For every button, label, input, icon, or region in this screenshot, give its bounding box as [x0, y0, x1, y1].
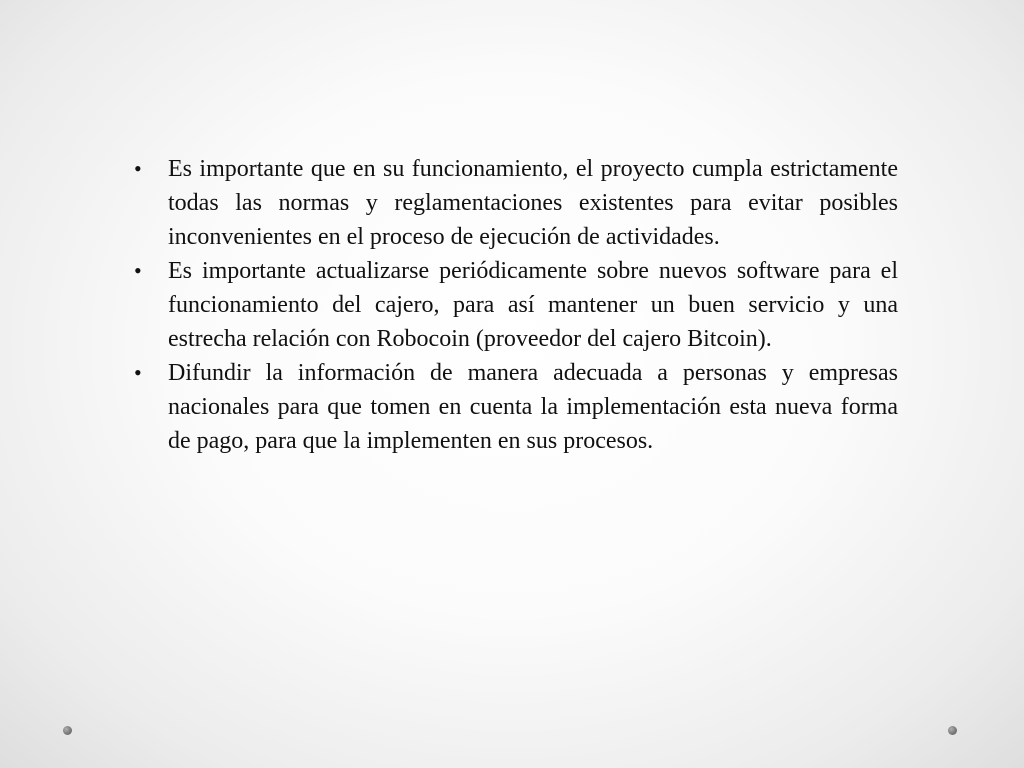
bullet-item [132, 152, 898, 254]
bullet-list [132, 152, 898, 458]
bullet-text: Difundir la información de manera adecuada a personas y empresas nacionales para que tomen en cuenta la implementación esta nueva forma de pago, para que la implementen en sus procesos. [168, 360, 898, 454]
decorative-dot-left [63, 726, 72, 735]
decorative-dot-right [948, 726, 957, 735]
bullet-marker: • [134, 258, 142, 283]
bullet-marker: • [134, 360, 142, 385]
bullet-marker: • [134, 156, 142, 181]
bullet-text: Es importante que en su funcionamiento, el proyecto cumpla estrictamente todas las normas y reglamentaciones existentes para evitar posibles inconvenientes en el proceso de ejecución de actividades. [168, 156, 898, 250]
bullet-text: Es importante actualizarse periódicamente sobre nuevos software para el funcionamiento del cajero, para así mantener un buen servicio y una estrecha relación con Robocoin (proveedor del cajero Bitcoin). [168, 258, 898, 352]
bullet-item [132, 356, 898, 458]
bullet-item [132, 254, 898, 356]
